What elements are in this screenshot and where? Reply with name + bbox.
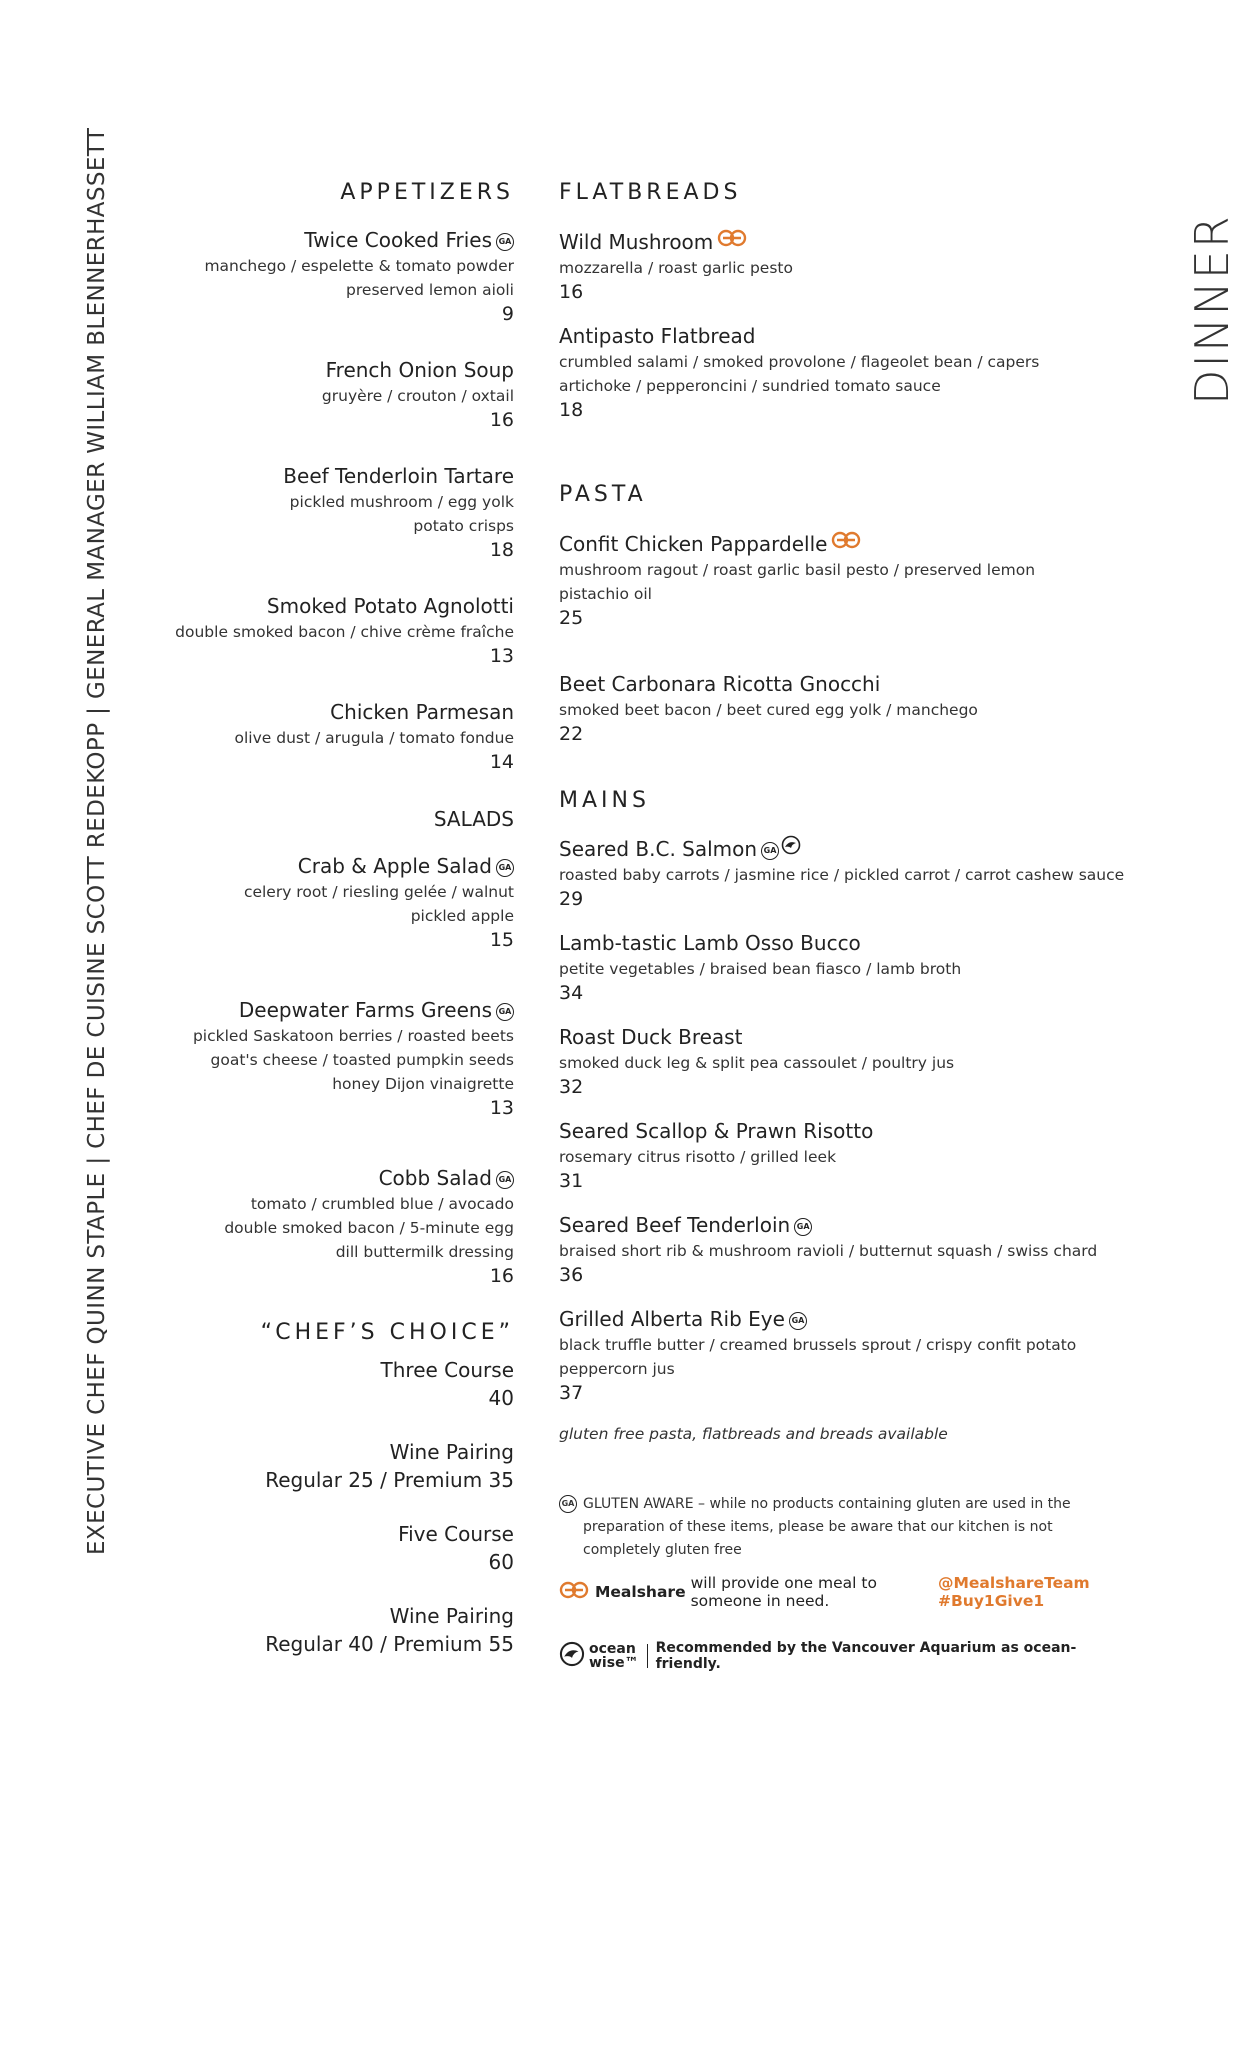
mains-heading: MAINS [559,788,650,813]
menu-title: DINNER [1185,214,1239,405]
menu-item [150,1164,514,1288]
item-description: artichoke / pepperoncini / sundried tomato sauce [559,377,941,395]
right-column [559,178,1129,1672]
item-description: mushroom ragout / roast garlic basil pesto / preserved lemon [559,561,1036,579]
item-name: Lamb-tastic Lamb Osso Bucco [559,931,861,955]
item-price: 40 [488,1386,514,1410]
salads-heading: SALADS [433,807,514,831]
item-description: honey Dijon vinaigrette [332,1075,514,1093]
menu-item [559,1117,1129,1193]
gluten-aware-note [559,1493,1129,1562]
item-description: goat's cheese / toasted pumpkin seeds [210,1051,514,1069]
item-description: olive dust / arugula / tomato fondue [234,729,514,747]
item-name: Crab & Apple Salad [297,854,492,878]
gluten-aware-icon: GA [496,1171,514,1189]
item-description: double smoked bacon / chive crème fraîche [175,623,514,641]
chefs-choice-heading: “CHEF’S CHOICE” [260,1320,514,1345]
item-price: 22 [559,723,584,745]
menu-item [559,322,1129,422]
item-name: Five Course [398,1522,514,1546]
menu-item [150,462,514,562]
item-description: potato crisps [413,517,514,535]
item-name: French Onion Soup [325,358,514,382]
mealshare-icon [559,1581,589,1603]
menu-item [559,834,1129,911]
gluten-free-note: gluten free pasta, flatbreads and breads available [559,1425,948,1443]
item-price: 60 [488,1550,514,1574]
gluten-aware-icon: GA [559,1495,577,1513]
left-column [150,178,514,1688]
gluten-aware-icon: GA [794,1218,812,1236]
item-name: Beef Tenderloin Tartare [283,464,514,488]
menu-item [150,226,514,326]
item-description: gruyère / crouton / oxtail [321,387,514,405]
item-description: petite vegetables / braised bean fiasco / lamb broth [559,960,962,978]
item-price: 13 [489,1097,514,1119]
menu-item [559,929,1129,1005]
menu-item [559,528,1129,630]
menu-item [150,1520,514,1576]
mealshare-handle: @MealshareTeam #Buy1Give1 [937,1574,1090,1610]
item-name: Seared Beef Tenderloin [559,1213,791,1237]
item-description: preserved lemon aioli [346,281,514,299]
item-name: Wine Pairing [389,1604,514,1628]
item-price: 36 [559,1264,584,1286]
item-name: Three Course [380,1358,514,1382]
menu-item [150,852,514,952]
item-price: 29 [559,888,584,910]
item-price: 37 [559,1382,584,1404]
gluten-aware-icon: GA [496,859,514,877]
menu-item [559,1305,1129,1405]
item-name: Deepwater Farms Greens [238,998,492,1022]
item-name: Seared B.C. Salmon [559,837,758,861]
mealshare-text: will provide one meal to someone in need. [690,1574,877,1610]
appetizers-heading: APPETIZERS [340,180,514,205]
item-price: 15 [489,929,514,951]
item-name: Roast Duck Breast [559,1025,743,1049]
item-price: 16 [559,281,584,303]
oceanwise-text: Recommended by the Vancouver Aquarium as ocean-friendly. [655,1640,1077,1672]
item-description: pickled apple [410,907,514,925]
gluten-aware-icon: GA [496,233,514,251]
gluten-aware-icon: GA [496,1003,514,1021]
item-price: 16 [489,1265,514,1287]
pasta-heading: PASTA [559,482,647,507]
menu-item [150,1356,514,1412]
divider [647,1644,648,1668]
item-price: 25 [559,607,584,629]
menu-item [559,670,1129,746]
item-description: crumbled salami / smoked provolone / flageolet bean / capers [559,353,1040,371]
item-price: 13 [489,645,514,667]
item-description: mozzarella / roast garlic pesto [559,259,793,277]
item-description: roasted baby carrots / jasmine rice / pickled carrot / carrot cashew sauce [559,866,1125,884]
item-price: 31 [559,1170,584,1192]
item-description: dill buttermilk dressing [335,1243,514,1261]
staff-credits: EXECUTIVE CHEF QUINN STAPLE | CHEF DE CUISINE SCOTT REDEKOPP | GENERAL MANAGER WILLIAM BLENNERHASSETT [84,127,110,1555]
oceanwise-note [559,1640,1129,1672]
item-price: 14 [489,751,514,773]
item-description: smoked beet bacon / beet cured egg yolk / manchego [559,701,978,719]
gluten-aware-icon: GA [789,1312,807,1330]
gluten-aware-text: GLUTEN AWARE – while no products containing gluten are used in the preparation of these items, please be aware that our kitchen is not completely gluten free [583,1496,1071,1558]
menu-item [150,356,514,432]
mealshare-note [559,1574,1129,1610]
menu-item [559,1211,1129,1287]
menu-item [559,226,1129,304]
item-description: pickled Saskatoon berries / roasted beets [192,1027,514,1045]
item-price: 18 [559,399,584,421]
mealshare-brand: Mealshare [595,1583,686,1601]
item-name: Smoked Potato Agnolotti [266,594,514,618]
item-name: Chicken Parmesan [330,700,514,724]
item-price: 18 [489,539,514,561]
item-description: braised short rib & mushroom ravioli / butternut squash / swiss chard [559,1242,1098,1260]
item-name: Wild Mushroom [559,230,714,254]
menu-item [150,1438,514,1494]
item-description: pickled mushroom / egg yolk [289,493,514,511]
menu-item [150,698,514,774]
item-description: double smoked bacon / 5-minute egg [224,1219,514,1237]
item-price: 32 [559,1076,584,1098]
menu-item [150,592,514,668]
menu-item [150,1602,514,1658]
item-name: Cobb Salad [378,1166,492,1190]
item-price: 34 [559,982,584,1004]
menu-item [559,1023,1129,1099]
item-description: celery root / riesling gelée / walnut [243,883,514,901]
item-description: rosemary citrus risotto / grilled leek [559,1148,837,1166]
ocean-wise-icon [781,834,801,862]
item-name: Seared Scallop & Prawn Risotto [559,1119,874,1143]
item-description: black truffle butter / creamed brussels sprout / crispy confit potato [559,1336,1077,1354]
gluten-aware-icon: GA [761,842,779,860]
item-name: Twice Cooked Fries [304,228,492,252]
item-price: Regular 25 / Premium 35 [265,1468,514,1492]
item-name: Grilled Alberta Rib Eye [559,1307,785,1331]
oceanwise-brand-line2: wise™ [589,1655,639,1671]
oceanwise-brand [589,1642,639,1670]
mealshare-icon [831,528,861,556]
item-description: manchego / espelette & tomato powder [204,257,514,275]
item-description: smoked duck leg & split pea cassoulet / poultry jus [559,1054,955,1072]
oceanwise-brand-line1: ocean [589,1641,636,1657]
menu-item [150,996,514,1120]
flatbreads-heading: FLATBREADS [559,180,742,205]
item-description: pistachio oil [559,585,652,603]
item-price: Regular 40 / Premium 55 [265,1632,514,1656]
item-name: Confit Chicken Pappardelle [559,532,828,556]
item-description: peppercorn jus [559,1360,675,1378]
item-price: 9 [501,303,514,325]
item-name: Antipasto Flatbread [559,324,756,348]
mealshare-icon [717,226,747,254]
ocean-wise-logo-icon [559,1641,585,1671]
item-description: tomato / crumbled blue / avocado [250,1195,514,1213]
item-name: Wine Pairing [389,1440,514,1464]
item-price: 16 [489,409,514,431]
item-name: Beet Carbonara Ricotta Gnocchi [559,672,881,696]
